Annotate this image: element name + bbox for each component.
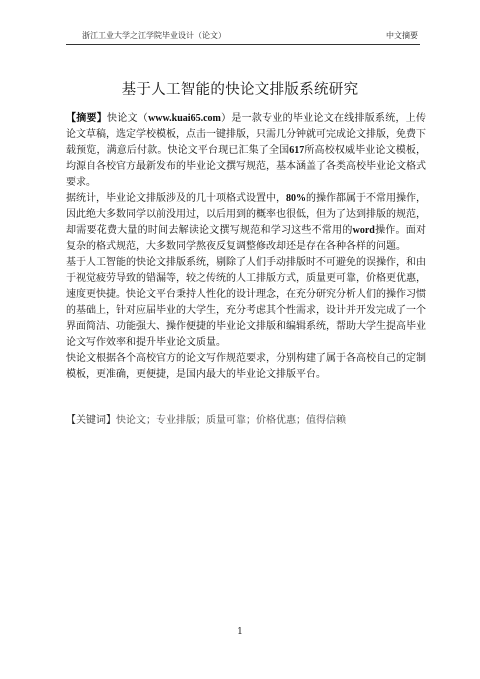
abstract-paragraph-4: 快论文根据各个高校官方的论文写作规范要求，分别构建了属于各高校自己的定制模板，更准确，更便捷，是国内最大的毕业论文排版平台。 [66,353,426,380]
percentage-value: 80% [286,193,306,204]
header-section-title: 中文摘要 [386,31,418,40]
keywords-text: 快论文；专业排版；质量可靠；价格优惠；值得信赖 [116,415,346,426]
abstract-text: 的操作都属于不常用操作，因此绝大多数同学以前没用过，以后用到的概率也很低，但为了达到排版的规范，却需要花费大量的时间去解读论文撰写规范和学习这些不常用的 [66,193,426,236]
abstract-paragraph-1 [66,111,426,191]
abstract-body [66,111,426,383]
abstract-text: 快论文（ [107,113,149,124]
abstract-text: 所高校权威毕业论文模板，均源自各校官方最新发布的毕业论文撰写规范，基本涵盖了各类高校毕业论文格式要求。 [66,145,427,188]
keywords-line [66,413,426,429]
abstract-text: 操作。面对复杂的格式规范，大多数同学熬夜反复调整修改却还是存在各种各样的问题。 [66,225,427,252]
abstract-label: 【摘要】 [66,113,108,124]
page-header [66,30,420,45]
abstract-text: ）是一款专业的毕业论文在线排版系统，上传论文草稿，选定学校模板，点击一键排版，只需几分钟就可完成论文排版，免费下载预览，满意后付款。快论文平台现已汇集了全国 [66,113,427,156]
page-number: 1 [237,627,243,637]
keywords-label: 【关键词】 [66,415,116,426]
document-title: 基于人工智能的快论文排版系统研究 [121,82,359,98]
abstract-paragraph-3: 基于人工智能的快论文排版系统，剔除了人们手动排版时不可避免的误操作，和由于视觉疲劳导致的错漏等，较之传统的人工排版方式，质量更可靠，价格更优惠，速度更快捷。快论文平台秉持人性化的设计理念，在充分研究分析人们的操作习惯的基础上，针对应届毕业的大学生，充分考虑其个性需求，设计并开发完成了一个界面简洁、功能强大、操作便捷的毕业论文排版和编辑系统，帮助大学生提高毕业论文写作效率和提升毕业论文质量。 [66,257,426,348]
abstract-paragraph-2 [66,191,426,255]
website-url: www.kuai65.com [148,113,221,124]
template-count: 617 [289,145,305,156]
header-school-title: 浙江工业大学之江学院毕业设计（论文） [82,31,226,40]
word-term: word [352,225,375,236]
abstract-text: 据统计，毕业论文排版涉及的几十项格式设置中， [66,193,286,204]
